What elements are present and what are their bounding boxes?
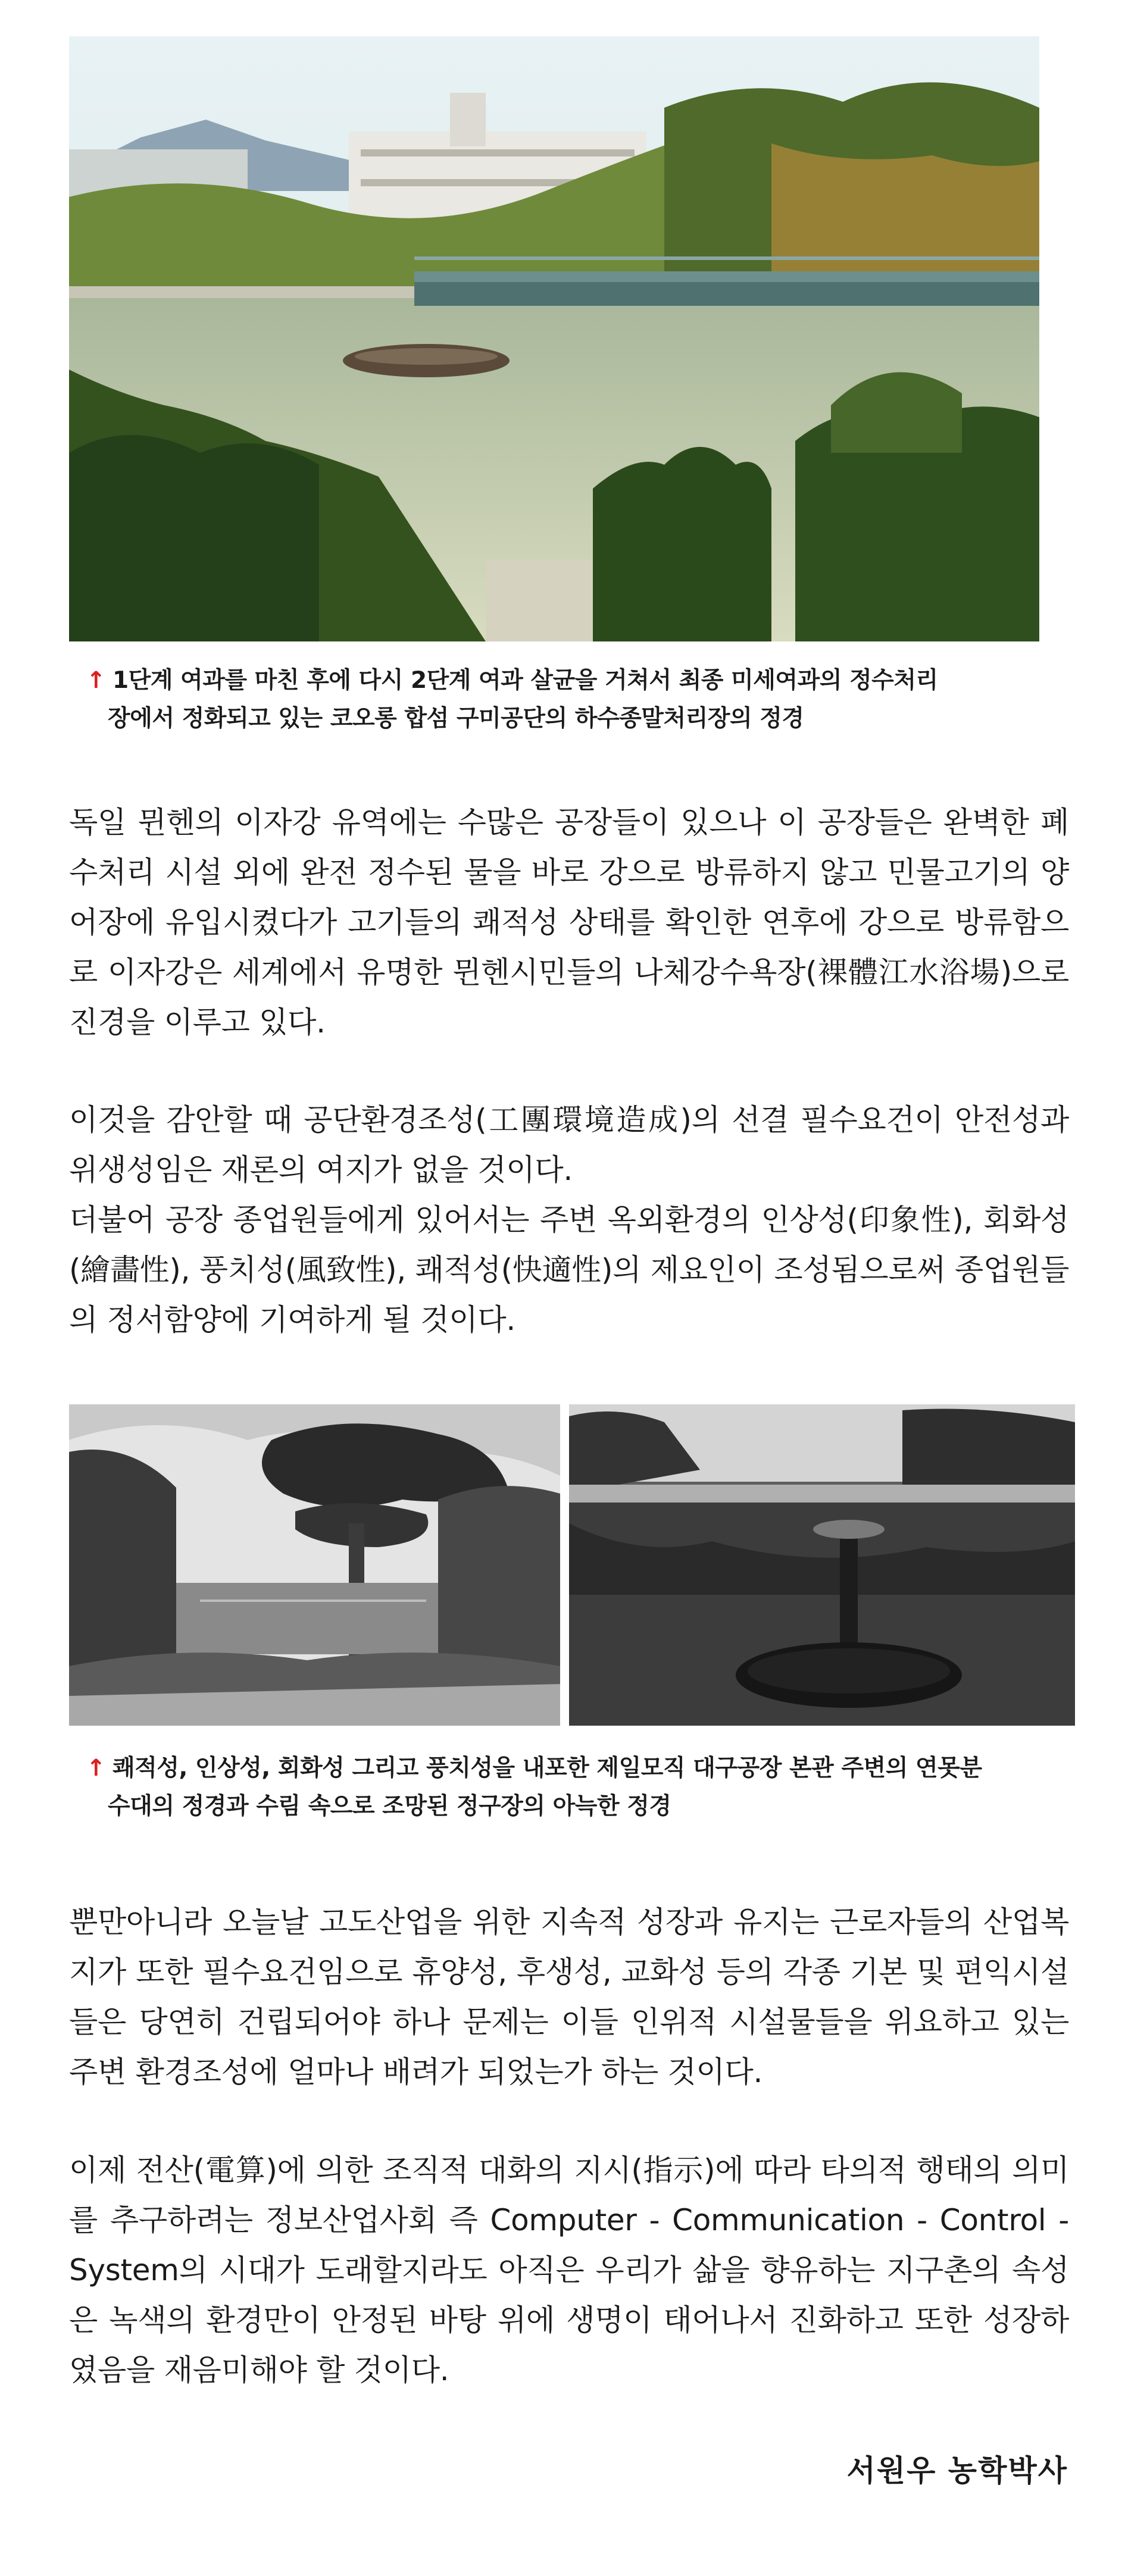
paragraph-isar-river <box>69 797 1069 1047</box>
treatment-plant-photo <box>69 36 1039 641</box>
figure2-caption-line1: 쾌적성, 인상성, 회화성 그리고 풍치성을 내포한 제일모직 대구공장 본관 주변의 연못분 <box>112 1755 982 1782</box>
figure2-caption-line2: 수대의 정경과 수림 속으로 조망된 정구장의 아늑한 정경 <box>108 1793 671 1820</box>
paragraph-information-society <box>69 2145 1069 2395</box>
pond-fountain-photo <box>569 1404 1075 1726</box>
author-signature: 서원우 농학박사 <box>846 2453 1068 2488</box>
paragraph-text: 이것을 감안할 때 공단환경조성(工團環境造成)의 선결 필수요건이 안전성과 위생성임은 재론의 여지가 없을 것이다. <box>69 1103 1069 1187</box>
figure1-caption-line1: 1단계 여과를 마친 후에 다시 2단계 여과 살균을 거쳐서 최종 미세여과의 정수처리 <box>112 667 938 694</box>
figure1-caption-line2: 장에서 정화되고 있는 코오롱 합섬 구미공단의 하수종말처리장의 정경 <box>108 705 804 732</box>
red-arrow-up-icon: ↑ <box>86 1755 106 1782</box>
garden-tennis-court-photo <box>69 1404 560 1726</box>
paragraph-industrial-welfare <box>69 1897 1069 2097</box>
paragraph-text: 뿐만아니라 오늘날 고도산업을 위한 지속적 성장과 유지는 근로자들의 산업복지가 또한 필수요건임으로 휴양성, 후생성, 교화성 등의 각종 기본 및 편익시설들은 당연히 건립되어야 하나 문제는 이들 인위적 시설물들을 위요하고 있는 주변 환경조성에 얼마나 배려가 되었는가 하는 것이다. <box>69 1905 1069 2089</box>
red-arrow-up-icon: ↑ <box>86 667 106 694</box>
paragraph-text: 이제 전산(電算)에 의한 조직적 대화의 지시(指示)에 따라 타의적 행태의 의미를 추구하려는 정보산업사회 즉 Computer - Communication - Control - System의 시대가 도래할지라도 아직은 우리가 삶을 향유하는 지구촌의 속성은 녹색의 환경만이 안정된 바탕 위에 생명이 태어나서 진화하고 또한 성장하였음을 재음미해야 할 것이다. <box>69 2153 1069 2387</box>
paragraph-industrial-environment <box>69 1095 1069 1345</box>
figure1-caption <box>86 662 1051 738</box>
paragraph-text: 더불어 공장 종업원들에게 있어서는 주변 옥외환경의 인상성(印象性), 회화성(繪畵性), 풍치성(風致性), 쾌적성(快適性)의 제요인이 조성됨으로써 종업원들의 정서함양에 기여하게 될 것이다. <box>69 1203 1069 1337</box>
paragraph-text: 독일 뮌헨의 이자강 유역에는 수많은 공장들이 있으나 이 공장들은 완벽한 폐수처리 시설 외에 완전 정수된 물을 바로 강으로 방류하지 않고 민물고기의 양어장에 유입시켰다가 고기들의 쾌적성 상태를 확인한 연후에 강으로 방류함으로 이자강은 세계에서 유명한 뮌헨시민들의 나체강수욕장(裸體江水浴場)으로 진경을 이루고 있다. <box>69 805 1069 1040</box>
figure2-caption <box>86 1749 1062 1826</box>
